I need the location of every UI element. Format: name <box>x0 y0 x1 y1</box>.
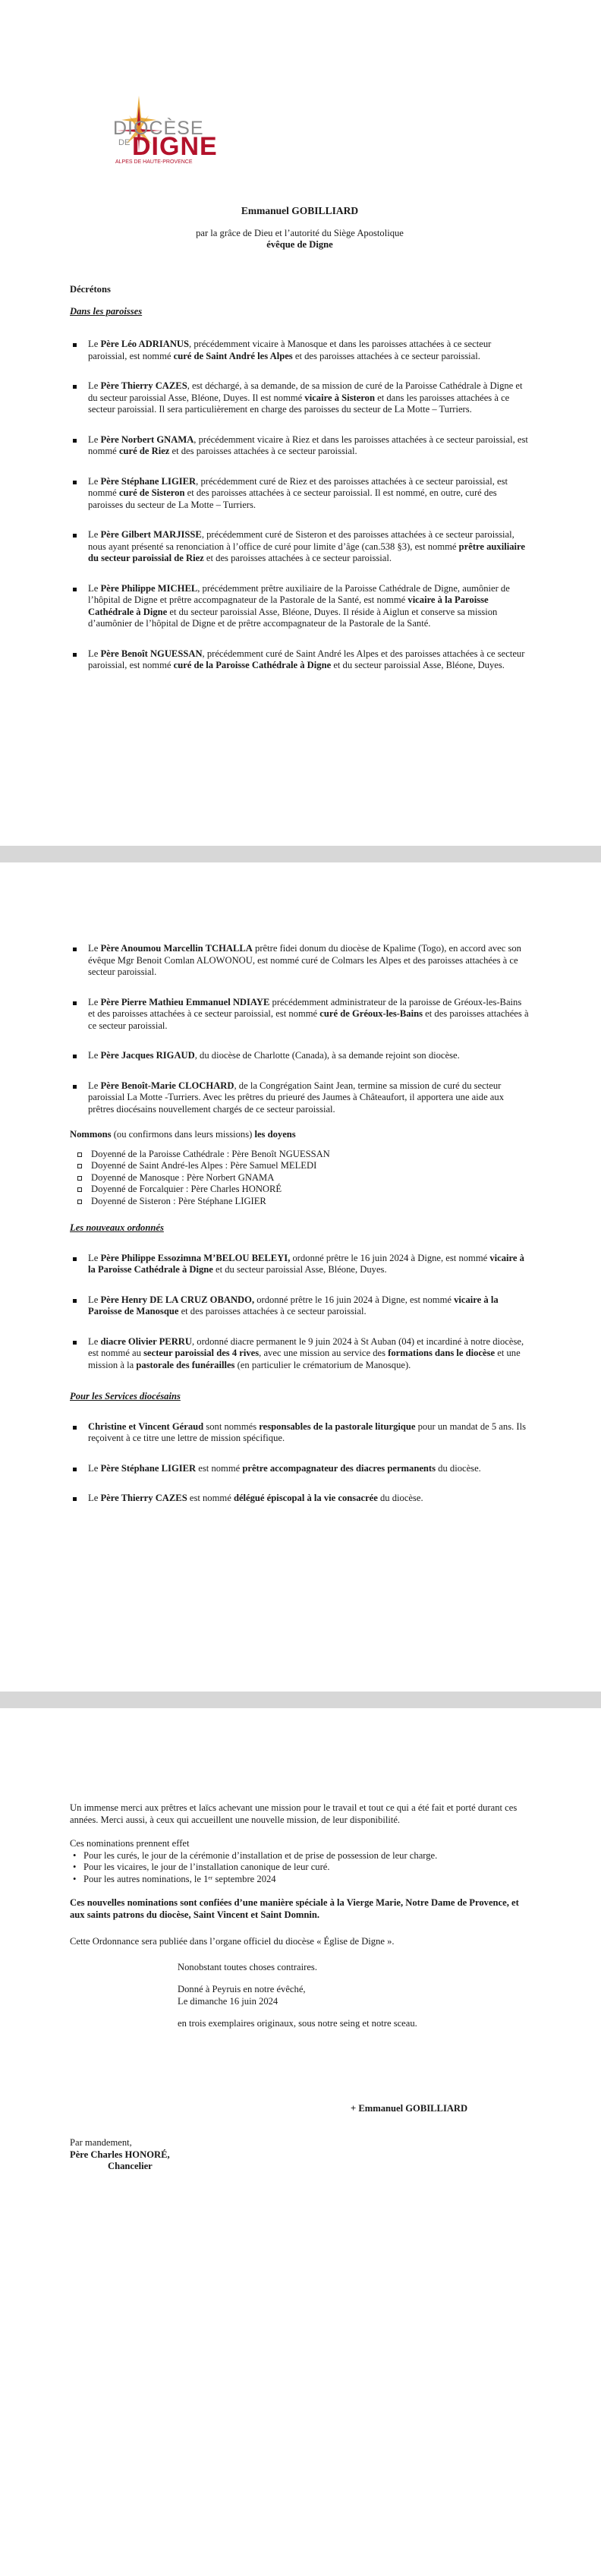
list-item: Le Père Stéphane LIGIER est nommé prêtre accompagnateur des diacres permanents du diocèse. <box>70 1463 530 1475</box>
list-item: Le Père Anoumou Marcellin TCHALLA prêtre fidei donum du diocèse de Kpalime (Togo), en accord avec son évêque Mgr Benoit Comlan ALOWONOU, est nommé curé de Colmars les Alpes et des paroisses attachées à ce secteur paroissial. <box>70 943 530 979</box>
list-item: Doyenné de Forcalquier : Père Charles HONORÉ <box>70 1184 530 1196</box>
page-gap <box>0 846 601 862</box>
page2-body <box>70 943 530 1505</box>
logo-line1: DIOCÈSE <box>113 118 204 139</box>
list-item: Le Père Henry DE LA CRUZ OBANDO, ordonné prêtre le 16 juin 2024 à Digne, est nommé vicaire à la Paroisse de Manosque et des paroisses attachées à ce secteur paroissial. <box>70 1294 530 1318</box>
section-title: Les nouveaux ordonnés <box>70 1222 164 1233</box>
list-item: Le Père Gilbert MARJISSE, précédemment curé de Sisteron et des paroisses attachées à ce secteur paroissial, nous ayant présenté sa renonciation à l’office de curé pour limite d’âge (can.538 §3), est nommé prêtre auxiliaire du secteur paroissial de Riez et des paroisses attachées à ce secteur paroissial. <box>70 529 530 565</box>
mandate-line3: Chancelier <box>108 2161 153 2171</box>
list-item: Le Père Thierry CAZES est nommé délégué épiscopal à la vie consacrée du diocèse. <box>70 1493 530 1505</box>
list-item: Le diacre Olivier PERRU, ordonné diacre permanent le 9 juin 2024 à St Auban (04) et incardiné à notre diocèse, est nommé au secteur paroissial des 4 rives, avec une mission au service des formations dans le diocèse et une mission à la pastorale des funérailles (en particulier le crématorium de Manosque). <box>70 1336 530 1372</box>
logo-line2: DIGNE <box>132 132 218 161</box>
parish-list <box>70 339 530 672</box>
given-place: Donné à Peyruis en notre évêché, <box>178 1984 306 1994</box>
copies-text: en trois exemplaires originaux, sous notre seing et notre sceau. <box>178 2018 417 2029</box>
list-item: • Pour les vicaires, le jour de l’installation canonique de leur curé. <box>70 1862 530 1874</box>
list-item: Christine et Vincent Géraud sont nommés responsables de la pastorale liturgique pour un mandat de 5 ans. Ils reçoivent à ce titre une lettre de mission spécifique. <box>70 1421 530 1445</box>
effect-title: Ces nominations prennent effet <box>70 1838 190 1849</box>
list-item: Le Père Stéphane LIGIER, précédemment curé de Riez et des paroisses attachées à ce secteur paroissial, est nommé curé de Sisteron et des paroisses attachées à ce secteur paroissial. Il est nommé, en outre, curé des paroisses du secteur de La Motte – Turriers. <box>70 476 530 512</box>
logo-tagline: ALPES DE HAUTE-PROVENCE <box>115 159 193 165</box>
mandate-line2: Père Charles HONORÉ, <box>70 2149 170 2160</box>
bishop-name: Emmanuel GOBILLIARD <box>241 205 359 216</box>
list-item: Doyenné de la Paroisse Cathédrale : Père Benoît NGUESSAN <box>70 1149 530 1161</box>
thanks-text: Un immense merci aux prêtres et laïcs achevant une mission pour le travail et tout ce qui a été fait et porté durant ces années. Merci aussi, à ceux qui accueillent une nouvelle mission, de leur disponibilité. <box>70 1802 518 1825</box>
list-item: Le Père Benoît-Marie CLOCHARD, de la Congrégation Saint Jean, termine sa mission de curé du secteur paroissial La Motte -Turriers. Avec les prêtres du prieuré des Jaumes à Châteaufort, il apportera une aide aux prêtres diocésains nouvellement chargés de ce secteur paroissial. <box>70 1080 530 1116</box>
list-item: Le Père Norbert GNAMA, précédemment vicaire à Riez et dans les paroisses attachées à ce secteur paroissial, est nommé curé de Riez et des paroisses attachées à ce secteur paroissial. <box>70 434 530 458</box>
decretons-heading: Décrétons <box>70 284 111 295</box>
mandate-line1: Par mandement, <box>70 2137 132 2148</box>
parish-list-continued <box>70 943 530 1115</box>
closing <box>70 1802 530 2173</box>
services-list <box>70 1421 530 1505</box>
header-line1: par la grâce de Dieu et l’autorité du Siège Apostolique <box>196 227 404 238</box>
effect-list <box>70 1850 530 1886</box>
page-2 <box>0 862 601 1692</box>
list-item: Le Père Philippe MICHEL, précédemment prêtre auxiliaire de la Paroisse Cathédrale de Digne, aumônier de l’hôpital de Digne et prêtre accompagnateur de la Pastorale de la Santé, est nommé vicaire à la Paroisse Cathédrale à Digne et du secteur paroissial Asse, Bléone, Duyes. Il réside à Aiglun et conserve sa mission d’aumônier de l’hôpital de Digne et de prêtre accompagnateur de la Pastorale de la Santé. <box>70 583 530 630</box>
list-item: Doyenné de Saint André-les Alpes : Père Samuel MELEDI <box>70 1160 530 1172</box>
notwithstanding: Nonobstant toutes choses contraires. <box>178 1961 317 1972</box>
page-1 <box>0 0 601 846</box>
decree-body <box>70 284 530 672</box>
list-item: Le Père Léo ADRIANUS, précédemment vicaire à Manosque et dans les paroisses attachées à ce secteur paroissial, est nommé curé de Saint André les Alpes et des paroisses attachées à ce secteur paroissial. <box>70 339 530 362</box>
entrust-text: Ces nouvelles nominations sont confiées d’une manière spéciale à la Vierge Marie, Notre Dame de Provence, et aux saints patrons du diocèse, Saint Vincent et Saint Domnin. <box>70 1897 519 1920</box>
section-title: Dans les paroisses <box>70 305 143 317</box>
header <box>70 205 530 251</box>
given-date: Le dimanche 16 juin 2024 <box>178 1995 278 2007</box>
ordained-list <box>70 1253 530 1372</box>
page-gap <box>0 1692 601 1708</box>
doyens-intro: Nommons (ou confirmons dans leurs missions) les doyens <box>70 1129 296 1140</box>
doyens-list <box>70 1149 530 1208</box>
signature: + Emmanuel GOBILLIARD <box>351 2102 468 2114</box>
list-item: Doyenné de Sisteron : Père Stéphane LIGIER <box>70 1196 530 1208</box>
section-title: Pour les Services diocésains <box>70 1391 181 1402</box>
page-3 <box>0 1708 601 2576</box>
list-item: Le Père Benoît NGUESSAN, précédemment curé de Saint André les Alpes et des paroisses attachées à ce secteur paroissial, est nommé curé de la Paroisse Cathédrale à Digne et du secteur paroissial Asse, Bléone, Duyes. <box>70 648 530 672</box>
given-block <box>178 1962 530 2030</box>
list-item: • Pour les autres nominations, le 1ᵉʳ septembre 2024 <box>70 1874 530 1886</box>
list-item: Doyenné de Manosque : Père Norbert GNAMA <box>70 1172 530 1184</box>
diocese-logo <box>71 76 218 175</box>
list-item: Le Père Pierre Mathieu Emmanuel NDIAYE précédemment administrateur de la paroisse de Gréoux-les-Bains et des paroisses attachées à ce secteur paroissial, est nommé curé de Gréoux-les-Bains et des paroisses attachées à ce secteur paroissial. <box>70 997 530 1033</box>
header-line2: évêque de Digne <box>266 239 333 250</box>
logo-prefix: DE <box>118 138 131 147</box>
list-item: Le Père Jacques RIGAUD, du diocèse de Charlotte (Canada), à sa demande rejoint son diocèse. <box>70 1050 530 1062</box>
list-item: Le Père Thierry CAZES, est déchargé, à sa demande, de sa mission de curé de la Paroisse Cathédrale à Digne et du secteur paroissial Asse, Bléone, Duyes. Il est nommé vicaire à Sisteron et dans les paroisses attachées à ce secteur paroissial. Il sera particulièrement en charge des paroisses du secteur de La Motte – Turriers. <box>70 380 530 416</box>
publication-text: Cette Ordonnance sera publiée dans l’organe officiel du diocèse « Église de Digne ». <box>70 1936 395 1947</box>
list-item: • Pour les curés, le jour de la cérémonie d’installation et de prise de possession de leur charge. <box>70 1850 530 1862</box>
list-item: Le Père Philippe Essozimna M’BELOU BELEYI, ordonné prêtre le 16 juin 2024 à Digne, est nommé vicaire à la Paroisse Cathédrale à Digne et du secteur paroissial Asse, Bléone, Duyes. <box>70 1253 530 1276</box>
